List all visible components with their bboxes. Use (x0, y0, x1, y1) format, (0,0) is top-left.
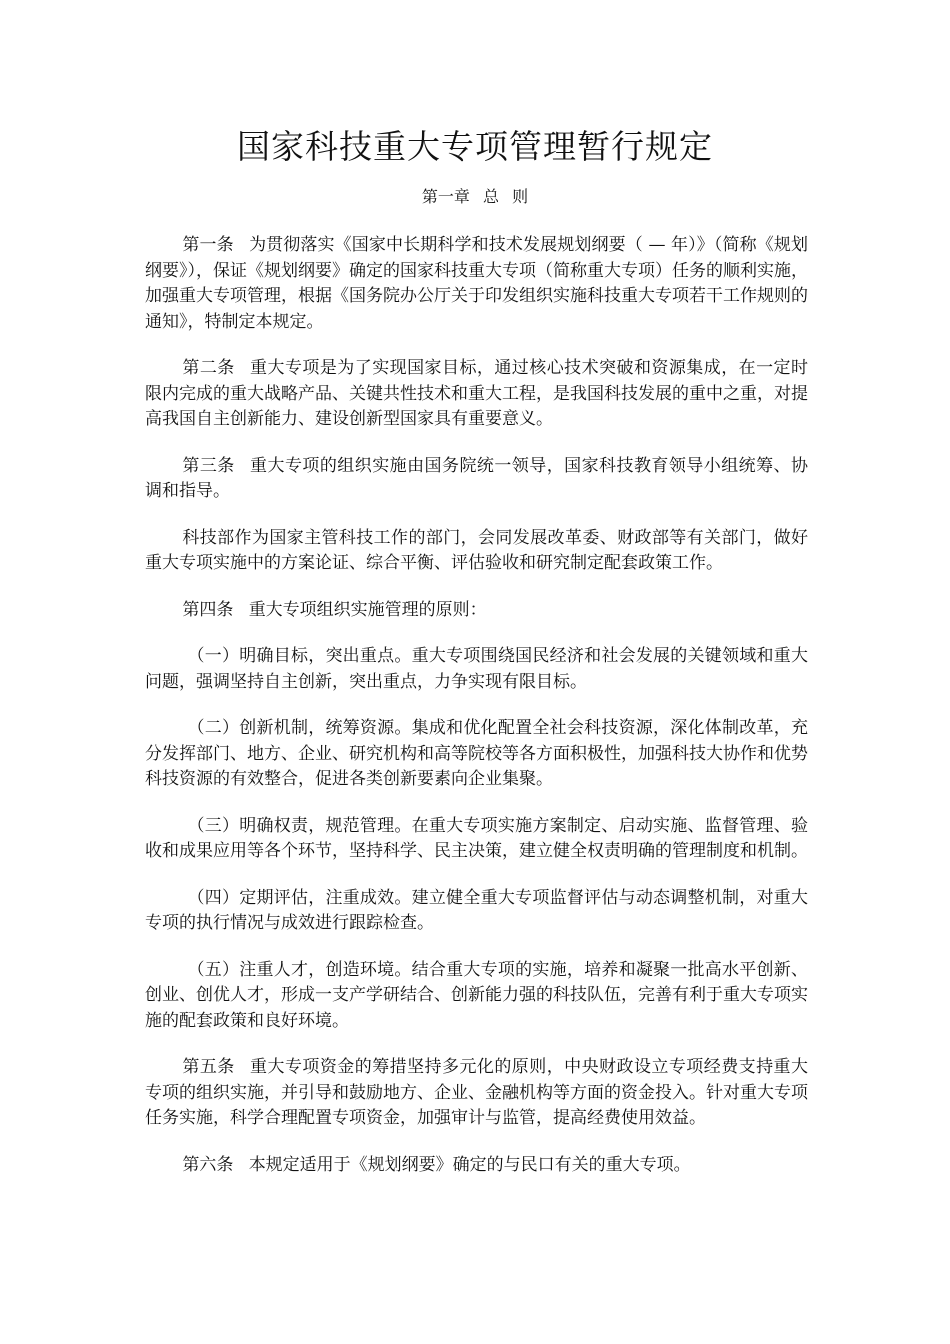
article-text: 重大专项组织实施管理的原则： (248, 599, 487, 620)
principle-3 (145, 814, 808, 865)
article-label: 第一条 (182, 235, 234, 255)
article-6 (145, 1153, 808, 1179)
article-text: 为贯彻落实《国家中长期科学和技术发展规划纲要（ — 年）》（简称《规划纲要》），保证《规划纲要》确定的国家科技重大专项（简称重大专项）任务的顺利实施，加强重大专项管理，根据《国务院办公厅关于印发组织实施科技重大专项若干工作规则的通知》，特制定本规定。 (145, 235, 808, 332)
principle-4 (145, 886, 808, 937)
article-text: 重大专项是为了实现国家目标，通过核心技术突破和资源集成，在一定时限内完成的重大战略产品、关键共性技术和重大工程，是我国科技发展的重中之重，对提高我国自主创新能力、建设创新型国家具有重要意义。 (145, 358, 809, 429)
article-text: 本规定适用于《规划纲要》确定的与民口有关的重大专项。 (248, 1154, 691, 1175)
article-label: 第五条 (182, 1057, 235, 1077)
document-body (145, 233, 808, 1199)
chapter-heading: 第一章 总 则 (421, 187, 529, 206)
article-2 (145, 356, 808, 433)
principle-text: （三）明确权责，规范管理。在重大专项实施方案制定、启动实施、监督管理、验收和成果应用等各个环节，坚持科学、民主决策，建立健全权责明确的管理制度和机制。 (145, 815, 808, 861)
article-label: 第二条 (182, 358, 235, 378)
paragraph-text: 科技部作为国家主管科技工作的部门，会同发展改革委、财政部等有关部门，做好重大专项实施中的方案论证、综合平衡、评估验收和研究制定配套政策工作。 (145, 527, 808, 573)
article-label: 第四条 (182, 599, 234, 620)
article-4 (145, 598, 808, 624)
principle-text: （一）明确目标，突出重点。重大专项围绕国民经济和社会发展的关键领域和重大问题，强调坚持自主创新，突出重点，力争实现有限目标。 (145, 646, 808, 692)
principle-5 (145, 958, 808, 1035)
principle-2 (145, 716, 808, 793)
principle-1 (145, 644, 808, 695)
principle-text: （五）注重人才，创造环境。结合重大专项的实施，培养和凝聚一批高水平创新、创业、创优人才，形成一支产学研结合、创新能力强的科技队伍，完善有利于重大专项实施的配套政策和良好环境。 (145, 959, 808, 1031)
article-1 (145, 233, 808, 335)
article-5 (145, 1055, 808, 1132)
principle-text: （二）创新机制，统筹资源。集成和优化配置全社会科技资源，深化体制改革，充分发挥部门、地方、企业、研究机构和高等院校等各方面积极性，加强科技大协作和优势科技资源的有效整合，促进各类创新要素向企业集聚。 (145, 718, 808, 789)
article-text: 重大专项的组织实施由国务院统一领导，国家科技教育领导小组统筹、协调和指导。 (145, 455, 809, 501)
article-3 (145, 454, 808, 505)
article-text: 重大专项资金的筹措坚持多元化的原则，中央财政设立专项经费支持重大专项的组织实施，并引导和鼓励地方、企业、金融机构等方面的资金投入。针对重大专项任务实施，科学合理配置专项资金，加强审计与监管，提高经费使用效益。 (145, 1057, 809, 1128)
article-3-continuation (145, 526, 808, 577)
article-label: 第三条 (182, 455, 235, 476)
article-label: 第六条 (182, 1154, 234, 1175)
document-title: 国家科技重大专项管理暂行规定 (237, 127, 713, 167)
principle-text: （四）定期评估，注重成效。建立健全重大专项监督评估与动态调整机制，对重大专项的执行情况与成效进行跟踪检查。 (145, 887, 808, 933)
